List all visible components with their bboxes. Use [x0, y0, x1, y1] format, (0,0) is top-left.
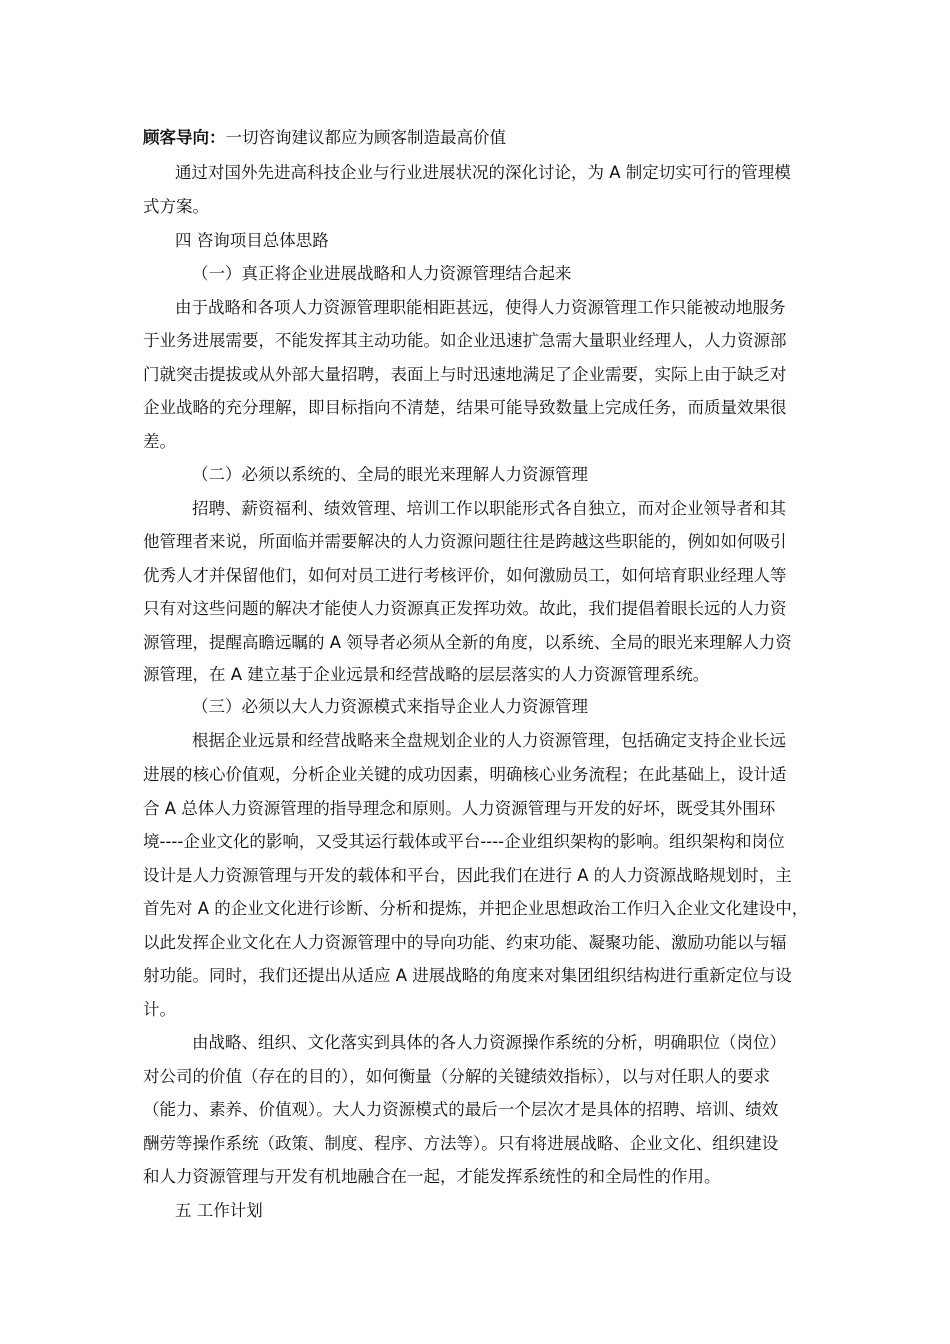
paragraph-line: 首先对 A 的企业文化进行诊断、分析和提炼，并把企业思想政治工作归入企业文化建设中，	[143, 899, 809, 918]
paragraph-line: 门就突击提拔或从外部大量招聘，表面上与时迅速地满足了企业需要，实际上由于缺乏对	[143, 365, 787, 384]
subsection-heading: （一）真正将企业进展战略和人力资源管理结合起来	[192, 264, 572, 283]
intro-line	[143, 128, 813, 148]
paragraph-line: 式方案。	[143, 197, 209, 216]
paragraph-line: 射功能。同时，我们还提出从适应 A 进展战略的角度来对集团组织结构进行重新定位与设	[143, 966, 792, 985]
paragraph-line: 合 A 总体人力资源管理的指导理念和原则。人力资源管理与开发的好坏，既受其外围环	[143, 799, 776, 818]
paragraph-line: 只有对这些问题的解决才能使人力资源真正发挥功效。故此，我们提倡着眼长远的人力资	[143, 599, 787, 618]
paragraph-line: 设计是人力资源管理与开发的载体和平台，因此我们在进行 A 的人力资源战略规划时，主	[143, 866, 792, 885]
paragraph-line: 境----企业文化的影响，又受其运行载体或平台----企业组织架构的影响。组织架构和岗位	[143, 832, 785, 851]
paragraph-line: 由战略、组织、文化落实到具体的各人力资源操作系统的分析，明确职位（岗位）	[192, 1033, 786, 1052]
paragraph-line: （能力、素养、价值观）。大人力资源模式的最后一个层次才是具体的招聘、培训、绩效	[143, 1100, 779, 1119]
subsection-heading: （三）必须以大人力资源模式来指导企业人力资源管理	[192, 697, 588, 716]
paragraph-line: 进展的核心价值观，分析企业关键的成功因素，明确核心业务流程；在此基础上，设计适	[143, 765, 787, 784]
paragraph-line: 酬劳等操作系统（政策、制度、程序、方法等）。只有将进展战略、企业文化、组织建设	[143, 1134, 779, 1153]
subsection-heading: （二）必须以系统的、全局的眼光来理解人力资源管理	[192, 465, 588, 484]
section-heading: 四 咨询项目总体思路	[175, 231, 329, 250]
paragraph-line: 招聘、薪资福利、绩效管理、培训工作以职能形式各自独立，而对企业领导者和其	[192, 499, 786, 518]
intro-label: 顾客导向：	[143, 128, 226, 147]
paragraph-line: 对公司的价值（存在的目的），如何衡量（分解的关键绩效指标），以与对任职人的要求	[143, 1067, 770, 1086]
paragraph-line: 他管理者来说，所面临并需要解决的人力资源问题往往是跨越这些职能的，例如如何吸引	[143, 532, 787, 551]
paragraph-line: 通过对国外先进高科技企业与行业进展状况的深化讨论，为 A 制定切实可行的管理模	[175, 163, 791, 182]
paragraph-line: 由于战略和各项人力资源管理职能相距甚远，使得人力资源管理工作只能被动地服务	[175, 298, 786, 317]
paragraph-line: 企业战略的充分理解，即目标指向不清楚，结果可能导致数量上完成任务，而质量效果很	[143, 398, 787, 417]
intro-text: 一切咨询建议都应为顾客制造最高价值	[225, 128, 506, 147]
paragraph-line: 差。	[143, 432, 176, 451]
section-heading: 五 工作计划	[175, 1201, 263, 1220]
paragraph-line: 以此发挥企业文化在人力资源管理中的导向功能、约束功能、凝聚功能、激励功能以与辐	[143, 933, 787, 952]
paragraph-line: 优秀人才并保留他们，如何对员工进行考核评价，如何激励员工，如何培育职业经理人等	[143, 566, 787, 585]
paragraph-line: 和人力资源管理与开发有机地融合在一起，才能发挥系统性的和全局性的作用。	[143, 1167, 721, 1186]
paragraph-line: 源管理，在 A 建立基于企业远景和经营战略的层层落实的人力资源管理系统。	[143, 665, 710, 684]
paragraph-line: 根据企业远景和经营战略来全盘规划企业的人力资源管理，包括确定支持企业长远	[192, 731, 786, 750]
paragraph-line: 源管理，提醒高瞻远瞩的 A 领导者必须从全新的角度，以系统、全局的眼光来理解人力资	[143, 633, 792, 652]
paragraph-line: 计。	[143, 1000, 176, 1019]
paragraph-line: 于业务进展需要，不能发挥其主动功能。如企业迅速扩急需大量职业经理人，人力资源部	[143, 331, 787, 350]
